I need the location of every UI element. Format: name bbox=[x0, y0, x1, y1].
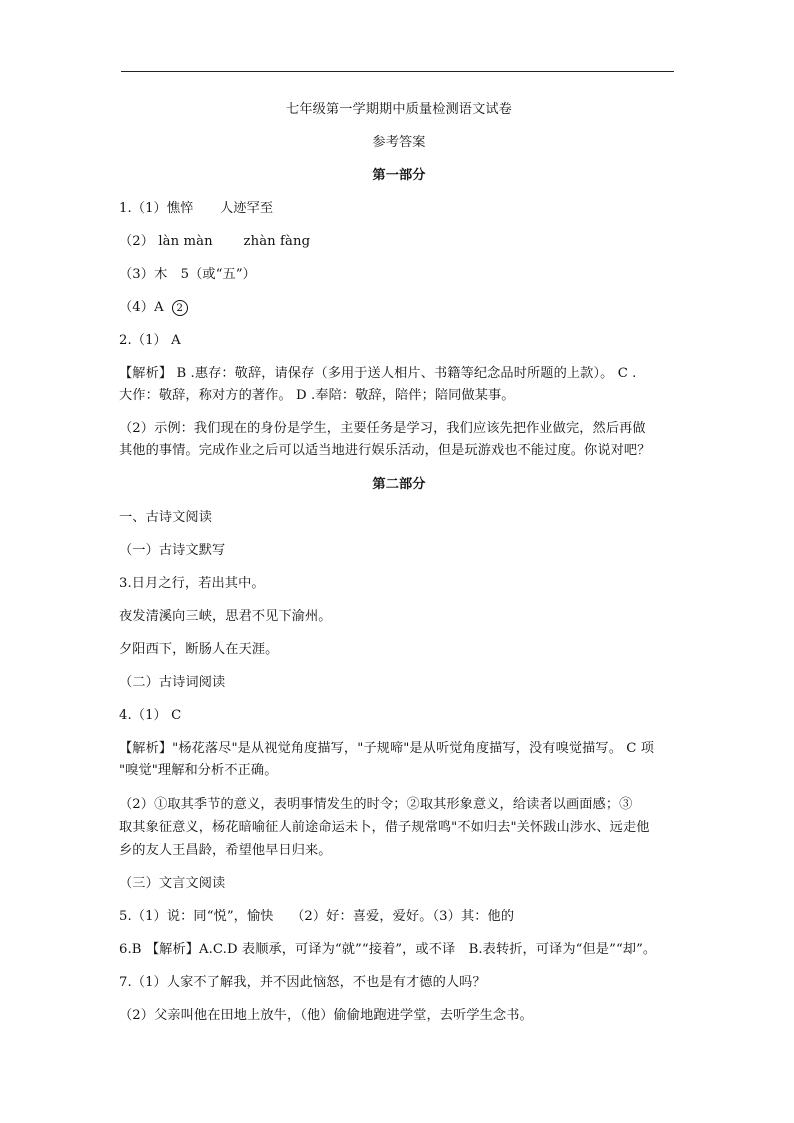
answer-q2-2-line1: （2）示例：我们现在的身份是学生，主要任务是学习，我们应该先把作业做完，然后再做 bbox=[119, 421, 646, 436]
subsection-recitation: （一）古诗文默写 bbox=[119, 543, 226, 558]
answer-q4-2-line1: （2）①取其季节的意义，表明事情发生的时令；②取其形象意义，给读者以画面感；③ bbox=[119, 797, 633, 812]
circled-number: 2 bbox=[172, 300, 188, 316]
answer-q2-analysis-line2: 大作：敬辞，称对方的著作。 D .奉陪：敬辞，陪伴；陪同做某事。 bbox=[119, 388, 515, 403]
answer-q3-line2: 夜发清溪向三峡，思君不见下渝州。 bbox=[119, 609, 332, 624]
answer-q4-2-line3: 乡的友人王昌龄，希望他早日归来。 bbox=[119, 843, 332, 858]
answer-q3-line1: 3.日月之行，若出其中。 bbox=[119, 576, 265, 591]
answer-q5: 5.（1）说：同“悦”，愉快 （2）好：喜爱，爱好。（3）其：他的 bbox=[119, 909, 515, 924]
answer-q1-2: （2） làn màn zhàn fàng bbox=[119, 234, 311, 249]
answer-q1-4-text: （4）A bbox=[119, 300, 164, 315]
part2-heading: 第二部分 bbox=[372, 477, 426, 492]
answer-q6: 6.B 【解析】A.C.D 表顺承，可译为“就”“接着”，或不译 B.表转折，可译为“但是”“却”。 bbox=[119, 942, 657, 957]
answer-q4-1: 4.（1） C bbox=[119, 708, 182, 723]
answer-q4-analysis-line1: 【解析】"杨花落尽"是从视觉角度描写，"子规啼"是从听觉角度描写，没有嗅觉描写。 C 项 bbox=[119, 741, 655, 756]
answer-q1-3: （3）木 5（或“五”） bbox=[119, 267, 256, 282]
document-title: 七年级第一学期期中质量检测语文试卷 bbox=[286, 102, 512, 117]
answer-q2-1: 2.（1） A bbox=[119, 333, 181, 348]
answer-q1-1: 1.（1）憔悴 人迹罕至 bbox=[119, 201, 274, 216]
answer-q1-4 bbox=[119, 298, 679, 318]
answer-q7-1: 7.（1）人家不了解我，并不因此恼怒，不也是有才德的人吗？ bbox=[119, 975, 486, 990]
document-subtitle: 参考答案 bbox=[372, 135, 426, 150]
part1-heading: 第一部分 bbox=[372, 168, 426, 183]
subsection-poetry-reading: （二）古诗词阅读 bbox=[119, 675, 226, 690]
answer-q2-analysis-line1: 【解析】 B .惠存：敬辞，请保存（多用于送人相片、书籍等纪念品时所题的上款）。 C . bbox=[119, 366, 637, 381]
answer-q2-2-line2: 其他的事情。完成作业之后可以适当地进行娱乐活动，但是玩游戏也不能过度。你说对吧？ bbox=[119, 443, 651, 458]
answer-q4-analysis-line2: "嗅觉"理解和分析不正确。 bbox=[119, 763, 278, 778]
answer-q4-2-line2: 取其象征意义，杨花暗喻征人前途命运未卜，借子规常鸣"不如归去"关怀跋山涉水、远走他 bbox=[119, 820, 650, 835]
section-ancient-poetry: 一、古诗文阅读 bbox=[119, 510, 213, 525]
subsection-classical-reading: （三）文言文阅读 bbox=[119, 876, 226, 891]
answer-q7-2: （2）父亲叫他在田地上放牛，（他）偷偷地跑进学堂，去听学生念书。 bbox=[119, 1008, 533, 1023]
answer-q3-line3: 夕阳西下，断肠人在天涯。 bbox=[119, 642, 279, 657]
header-rule bbox=[121, 71, 674, 72]
